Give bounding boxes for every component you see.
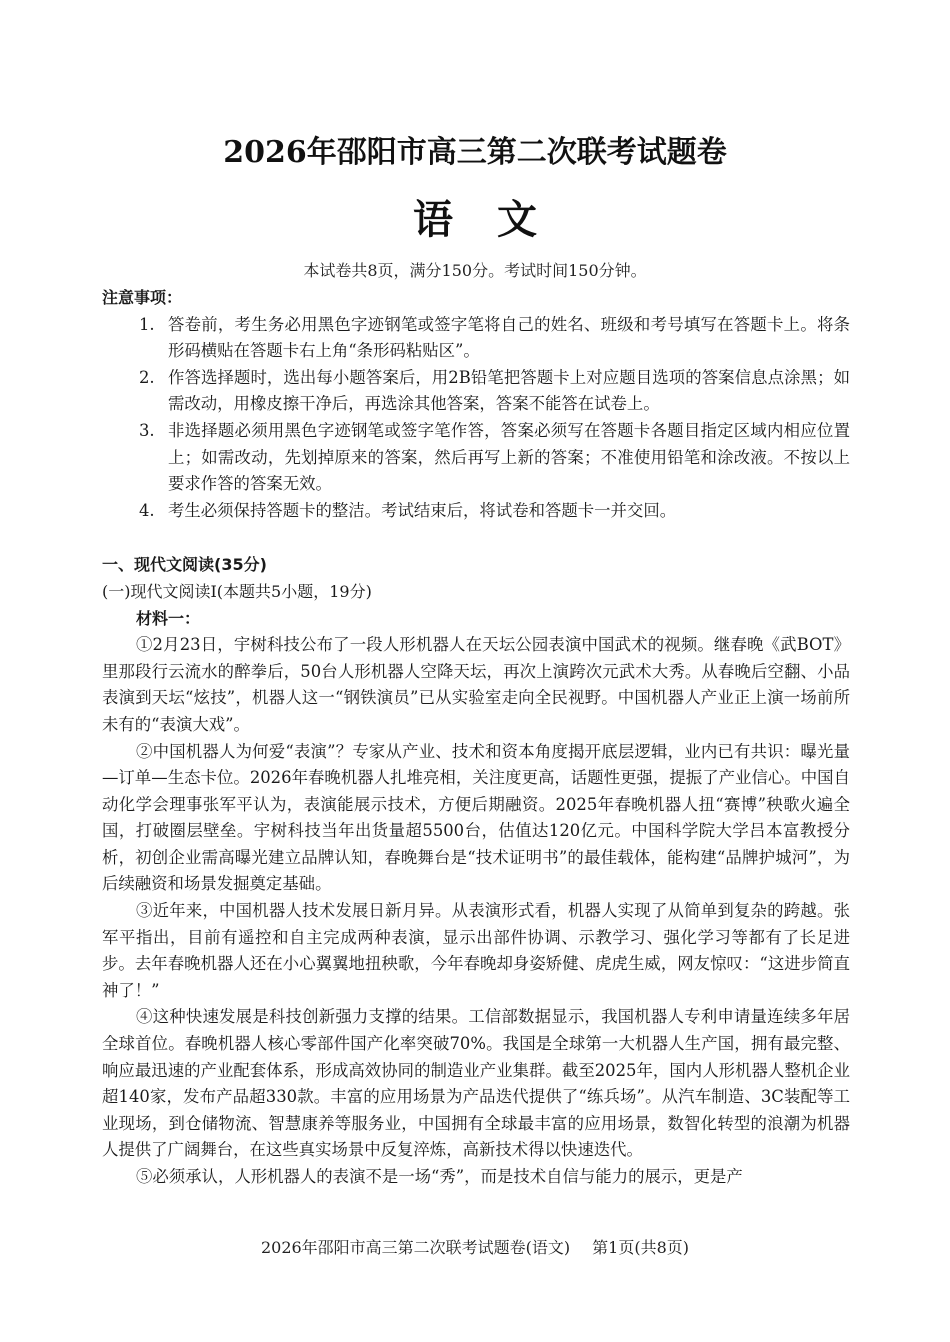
footer-title: 2026年邵阳市高三第二次联考试题卷(语文) (260, 1238, 571, 1257)
material-label: 材料一： (136, 608, 201, 628)
paragraph: ④这种快速发展是科技创新强力支撑的结果。工信部数据显示，我国机器人专利申请量连续多年居全球首位。春晚机器人核心零部件国产化率突破70%。我国是全球第一大机器人生产国，拥有最完整、响应最迅速的产业配套体系，形成高效协同的制造业产业集群。截至2025年，国内人形机器人整机企业超140家，发布产品超330款。丰富的应用场景为产品迭代提供了“练兵场”。从汽车制造、3C装配等工业现场，到仓储物流、智慧康养等服务业，中国拥有全球最丰富的应用场景，数智化转型的浪潮为机器人提供了广阔舞台，在这些真实场景中反复淬炼，高新技术得以快速迭代。 (102, 1007, 850, 1160)
footer-page-number: 第1页(共8页) (592, 1238, 690, 1257)
subsection-heading: (一)现代文阅读Ⅰ(本题共5小题，19分) (102, 581, 372, 601)
note-number: 1. (139, 314, 155, 334)
exam-meta: 本试卷共8页，满分150分。考试时间150分钟。 (303, 261, 647, 280)
paragraph: ①2月23日，宇树科技公布了一段人形机器人在天坛公园表演中国武术的视频。继春晚《武BOT》里那段行云流水的醉拳后，50台人形机器人空降天坛，再次上演跨次元武术大秀。从春晚后空翻、小品表演到天坛“炫技”，机器人这一“钢铁演员”已从实验室走向全民视野。中国机器人产业正上演一场前所未有的“表演大戏”。 (102, 635, 850, 734)
note-text: 答卷前，考生务必用黑色字迹钢笔或签字笔将自己的姓名、班级和考号填写在答题卡上。将条形码横贴在答题卡右上角“条形码粘贴区”。 (168, 314, 850, 361)
paragraph: ②中国机器人为何爱“表演”？专家从产业、技术和资本角度揭开底层逻辑，业内已有共识：曝光量—订单—生态卡位。2026年春晚机器人扎堆亮相，关注度更高，话题性更强，提振了产业信心。中国自动化学会理事张军平认为，表演能展示技术，方便后期融资。2025年春晚机器人扭“赛博”秧歌火遍全国，打破圈层壁垒。宇树科技当年出货量超5500台，估值达120亿元。中国科学院大学吕本富教授分析，初创企业需高曝光建立品牌认知，春晚舞台是“技术证明书”的最佳载体，能构建“品牌护城河”，为后续融资和场景发掘奠定基础。 (102, 741, 850, 894)
note-text: 非选择题必须用黑色字迹钢笔或签字笔作答，答案必须写在答题卡各题目指定区域内相应位置上；如需改动，先划掉原来的答案，然后再写上新的答案；不准使用铅笔和涂改液。不按以上要求作答的答案无效。 (168, 420, 850, 494)
notes-heading: 注意事项： (102, 288, 183, 307)
paragraph: ③近年来，中国机器人技术发展日新月异。从表演形式看，机器人实现了从简单到复杂的跨越。张军平指出，目前有遥控和自主完成两种表演，显示出部件协调、示教学习、强化学习等都有了长足进步。去年春晚机器人还在小心翼翼地扭秧歌，今年春晚却身姿矫健、虎虎生威，网友惊叹：“这进步简直神了！” (102, 901, 850, 1000)
page-footer (0, 1235, 950, 1258)
note-item (102, 418, 850, 498)
exam-title: 2026年邵阳市高三第二次联考试题卷 (223, 135, 727, 170)
note-item (102, 498, 850, 525)
section-heading: 一、现代文阅读(35分) (102, 555, 267, 575)
note-number: 3. (139, 420, 155, 440)
subject-char: 文 (497, 196, 537, 243)
subject-title (0, 188, 950, 245)
subject-char: 语 (413, 196, 453, 243)
note-number: 2. (139, 367, 155, 387)
note-item (102, 365, 850, 418)
note-text: 考生必须保持答题卡的整洁。考试结束后，将试卷和答题卡一并交回。 (168, 500, 677, 520)
paragraph: ⑤必须承认，人形机器人的表演不是一场“秀”，而是技术自信与能力的展示，更是产 (136, 1167, 743, 1186)
note-item (102, 312, 850, 365)
note-text: 作答选择题时，选出每小题答案后，用2B铅笔把答题卡上对应题目选项的答案信息点涂黑；如需改动，用橡皮擦干净后，再选涂其他答案，答案不能答在试卷上。 (168, 367, 850, 414)
exam-body (102, 285, 850, 1191)
note-number: 4. (139, 500, 155, 520)
